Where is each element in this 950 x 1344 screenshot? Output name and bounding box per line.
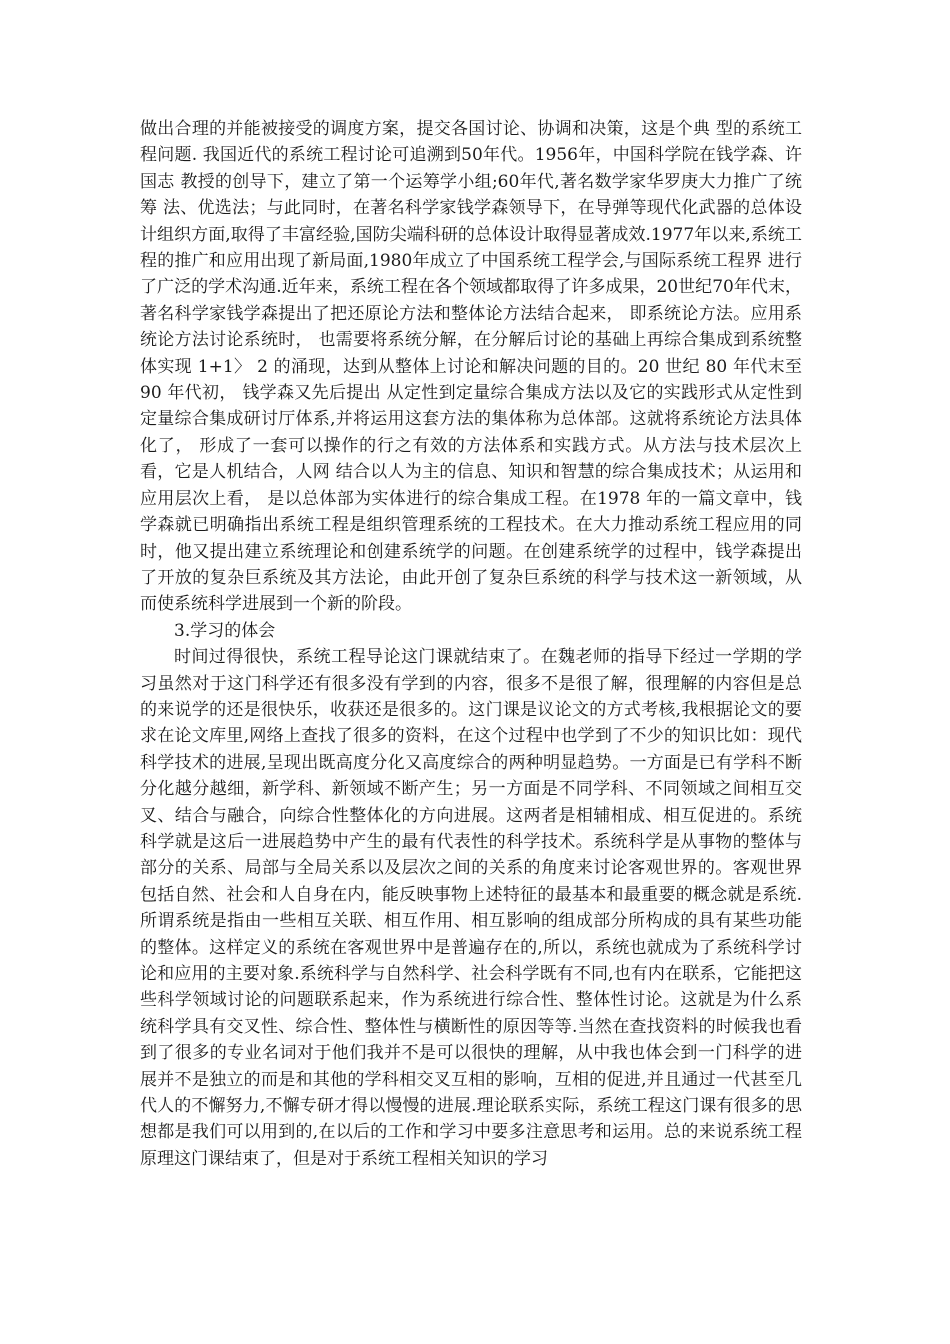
document-page (140, 116, 802, 1172)
body-paragraph-system-engineering-history: 做出合理的并能被接受的调度方案，提交各国讨论、协调和决策，这是个典 型的系统工程问题. 我国近代的系统工程讨论可追溯到50年代。1956年，中国科学院在钱学森、许国志 教授的创导下，建立了第一个运筹学小组;60年代,著名数学家华罗庚大力推广了统筹 法、优选法；与此同时，在著名科学家钱学森领导下，在导弹等现代化武器的总体设计组织方面,取得了丰富经验,国防尖端科研的总体设计取得显著成效.1977年以来,系统工程的推广和应用出现了新局面,1980年成立了中国系统工程学会,与国际系统工程界 进行了广泛的学术沟通.近年来，系统工程在各个领域都取得了许多成果，20世纪70年代末，著名科学家钱学森提出了把还原论方法和整体论方法结合起来， 即系统论方法。应用系统论方法讨论系统时， 也需要将系统分解，在分解后讨论的基础上再综合集成到系统整体实现 1+1〉 2 的涌现，达到从整体上讨论和解决问题的目的。20 世纪 80 年代末至 90 年代初， 钱学森又先后提出 从定性到定量综合集成方法以及它的实践形式从定性到定量综合集成研讨厅体系,并将运用这套方法的集体称为总体部。这就将系统论方法具体化了， 形成了一套可以操作的行之有效的方法体系和实践方式。从方法与技术层次上看，它是人机结合，人网 结合以人为主的信息、知识和智慧的综合集成技术；从运用和应用层次上看， 是以总体部为实体进行的综合集成工程。在1978 年的一篇文章中，钱学森就已明确指出系统工程是组织管理系统的工程技术。在大力推动系统工程应用的同时，他又提出建立系统理论和创建系统学的问题。在创建系统学的过程中，钱学森提出了开放的复杂巨系统及其方法论，由此开创了复杂巨系统的科学与技术这一新领域，从而使系统科学进展到一个新的阶段。 (140, 119, 802, 615)
body-paragraph-learning-reflection: 时间过得很快，系统工程导论这门课就结束了。在魏老师的指导下经过一学期的学习虽然对于这门科学还有很多没有学到的内容，很多不是很了解，很理解的内容但是总的来说学的还是很快乐，收获还是很多的。这门课是议论文的方式考核,我根据论文的要求在论文库里,网络上查找了很多的资料，在这个过程中也学到了不少的知识比如：现代科学技术的进展,呈现出既高度分化又高度综合的两种明显趋势。一方面是已有学科不断分化越分越细，新学科、新领域不断产生；另一方面是不同学科、不同领域之间相互交叉、结合与融合，向综合性整体化的方向进展。这两者是相辅相成、相互促进的。系统科学就是这后一进展趋势中产生的最有代表性的科学技术。系统科学是从事物的整体与部分的关系、局部与全局关系以及层次之间的关系的角度来讨论客观世界的。客观世界包括自然、社会和人自身在内，能反映事物上述特征的最基本和最重要的概念就是系统.所谓系统是指由一些相互关联、相互作用、相互影响的组成部分所构成的具有某些功能的整体。这样定义的系统在客观世界中是普遍存在的,所以，系统也就成为了系统科学讨论和应用的主要对象.系统科学与自然科学、社会科学既有不同,也有内在联系，它能把这些科学领域讨论的问题联系起来，作为系统进行综合性、整体性讨论。这就是为什么系统科学具有交叉性、综合性、整体性与横断性的原因等等.当然在查找资料的时候我也看到了很多的专业名词对于他们我并不是可以很快的理解，从中我也体会到一门科学的进展并不是独立的而是和其他的学科相交叉互相的影响，互相的促进,并且通过一代甚至几代人的不懈努力,不懈专研才得以慢慢的进展.理论联系实际，系统工程这门课有很多的思想都是我们可以用到的,在以后的工作和学习中要多注意思考和运用。总的来说系统工程原理这门课结束了，但是对于系统工程相关知识的学习 (140, 647, 802, 1169)
section-heading-learning-reflection: 3.学习的体会 (174, 620, 276, 641)
